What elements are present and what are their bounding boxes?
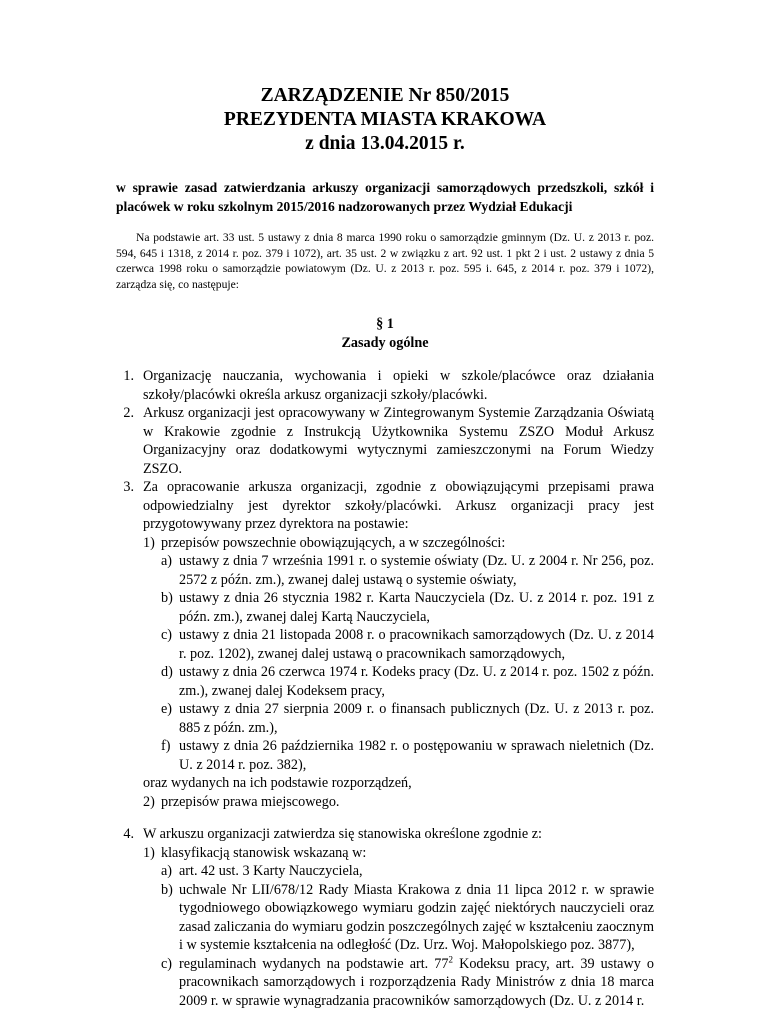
title-line-1: ZARZĄDZENIE Nr 850/2015 (261, 85, 510, 106)
item-text-part: regulaminach wydanych na podstawie art. 77 (179, 956, 449, 972)
item-marker: a) (161, 552, 172, 571)
list-item (143, 534, 654, 553)
item-marker: c) (161, 626, 172, 645)
item-marker: 2) (143, 793, 155, 812)
item-text: klasyfikacją stanowisk wskazaną w: (161, 845, 366, 861)
superscript: 2 (449, 954, 454, 964)
list-item (143, 737, 654, 774)
item-marker: d) (161, 663, 173, 682)
section-number: § 1 (376, 316, 394, 332)
item-marker: f) (161, 737, 170, 756)
paragraph-4 (116, 825, 654, 1010)
item-marker: b) (161, 589, 173, 608)
title-line-2: PREZYDENTA MIASTA KRAKOWA (224, 109, 546, 130)
item-text: ustawy z dnia 26 czerwca 1974 r. Kodeks pracy (Dz. U. z 2014 r. poz. 1502 z późn. zm.), zwanej dalej Kodeksem pracy, (179, 664, 654, 699)
item-text: ustawy z dnia 7 września 1991 r. o systemie oświaty (Dz. U. z 2004 r. Nr 256, poz. 2572 z późn. zm.), zwanej dalej ustawą o systemie oświaty, (179, 553, 654, 588)
item-marker: c) (161, 955, 172, 974)
paragraph-3 (116, 478, 654, 811)
item-marker: a) (161, 862, 172, 881)
list-item (143, 552, 654, 589)
paragraph-1 (116, 367, 654, 404)
page-title (116, 84, 654, 156)
item-text (179, 956, 654, 1009)
paragraph-number: 3. (86, 478, 134, 497)
list-item (143, 626, 654, 663)
list-item (143, 793, 654, 812)
item-text: przepisów prawa miejscowego. (161, 794, 339, 810)
item-text: ustawy z dnia 26 stycznia 1982 r. Karta Nauczyciela (Dz. U. z 2014 r. poz. 191 z późn. zm.), zwanej dalej Kartą Nauczyciela, (179, 590, 654, 625)
paragraph-number: 4. (86, 825, 134, 844)
item-marker: 1) (143, 844, 155, 863)
list-item (143, 881, 654, 955)
paragraph-number: 2. (86, 404, 134, 423)
item-text: art. 42 ust. 3 Karty Nauczyciela, (179, 863, 363, 879)
paragraph-text: W arkuszu organizacji zatwierdza się stanowiska określone zgodnie z: (143, 826, 542, 842)
paragraph-number: 1. (86, 367, 134, 386)
list-item (143, 663, 654, 700)
section-title: Zasady ogólne (341, 335, 428, 351)
paragraph-text: Organizację nauczania, wychowania i opieki w szkole/placówce oraz działania szkoły/placówki określa arkusz organizacji szkoły/placówki. (143, 368, 654, 403)
item-marker: 1) (143, 534, 155, 553)
list-item (143, 589, 654, 626)
title-line-3: z dnia 13.04.2015 r. (305, 133, 465, 154)
list-item (143, 862, 654, 881)
paragraph-2 (116, 404, 654, 478)
list-item (143, 844, 654, 863)
legal-basis-preamble: Na podstawie art. 33 ust. 5 ustawy z dnia 8 marca 1990 roku o samorządzie gminnym (Dz. U. z 2013 r. poz. 594, 645 i 1318, z 2014 r. poz. 379 i 1072), art. 35 ust. 2 w związku z art. 92 ust. 1 pkt 2 i ust. 2 ustawy z dnia 5 czerwca 1998 roku o samorządzie powiatowym (Dz. U. z 2013 r. poz. 595 i. 645, z 2014 r. poz. 379 i 1072), zarządza się, co następuje: (116, 230, 654, 292)
paragraph-text: Za opracowanie arkusza organizacji, zgodnie z obowiązującymi przepisami prawa odpowiedzialny jest dyrektor szkoły/placówki. Arkusz organizacji pracy jest przygotowywany przez dyrektora na postawie: (143, 479, 654, 532)
document-subject: w sprawie zasad zatwierdzania arkuszy organizacji samorządowych przedszkoli, szkół i placówek w roku szkolnym 2015/2016 nadzorowanych przez Wydział Edukacji (116, 178, 654, 216)
item-text: ustawy z dnia 26 października 1982 r. o postępowaniu w sprawach nieletnich (Dz. U. z 2014 r. poz. 382), (179, 738, 654, 773)
item-text: przepisów powszechnie obowiązujących, a w szczególności: (161, 535, 505, 551)
item-text: ustawy z dnia 21 listopada 2008 r. o pracownikach samorządowych (Dz. U. z 2014 r. poz. 1202), zwanej dalej ustawą o pracownikach samorządowych, (179, 627, 654, 662)
section-heading (116, 315, 654, 353)
item-marker: e) (161, 700, 172, 719)
section-paragraph-list (116, 367, 654, 1010)
item-text: uchwale Nr LII/678/12 Rady Miasta Krakowa z dnia 11 lipca 2012 r. w sprawie tygodniowego obowiązkowego wymiaru godzin zajęć niektórych nauczycieli oraz zasad zaliczania do wymiaru godzin poszczególnych zajęć w kształceniu zaocznym i w systemie kształcenia na odległość (Dz. Urz. Woj. Małopolskiego poz. 3877), (179, 882, 654, 954)
list-continuation: oraz wydanych na ich podstawie rozporządzeń, (143, 774, 654, 793)
item-text: ustawy z dnia 27 sierpnia 2009 r. o finansach publicznych (Dz. U. z 2013 r. poz. 885 z późn. zm.), (179, 701, 654, 736)
list-item (143, 955, 654, 1010)
list-item (143, 700, 654, 737)
item-text-part: Kodeksu pracy, art. 39 ustawy o pracownikach samorządowych i rozporządzenia Rady Ministrów z dnia 18 marca 2009 r. w sprawie wynagradzania pracowników samorządowych (Dz. U. z 2014 r. (179, 956, 654, 1009)
paragraph-text: Arkusz organizacji jest opracowywany w Zintegrowanym Systemie Zarządzania Oświatą w Krakowie zgodnie z Instrukcją Użytkownika Systemu ZSZO Moduł Arkusz Organizacyjny oraz dodatkowymi wytycznymi zamieszczonymi na Forum Wiedzy ZSZO. (143, 405, 654, 477)
item-marker: b) (161, 881, 173, 900)
